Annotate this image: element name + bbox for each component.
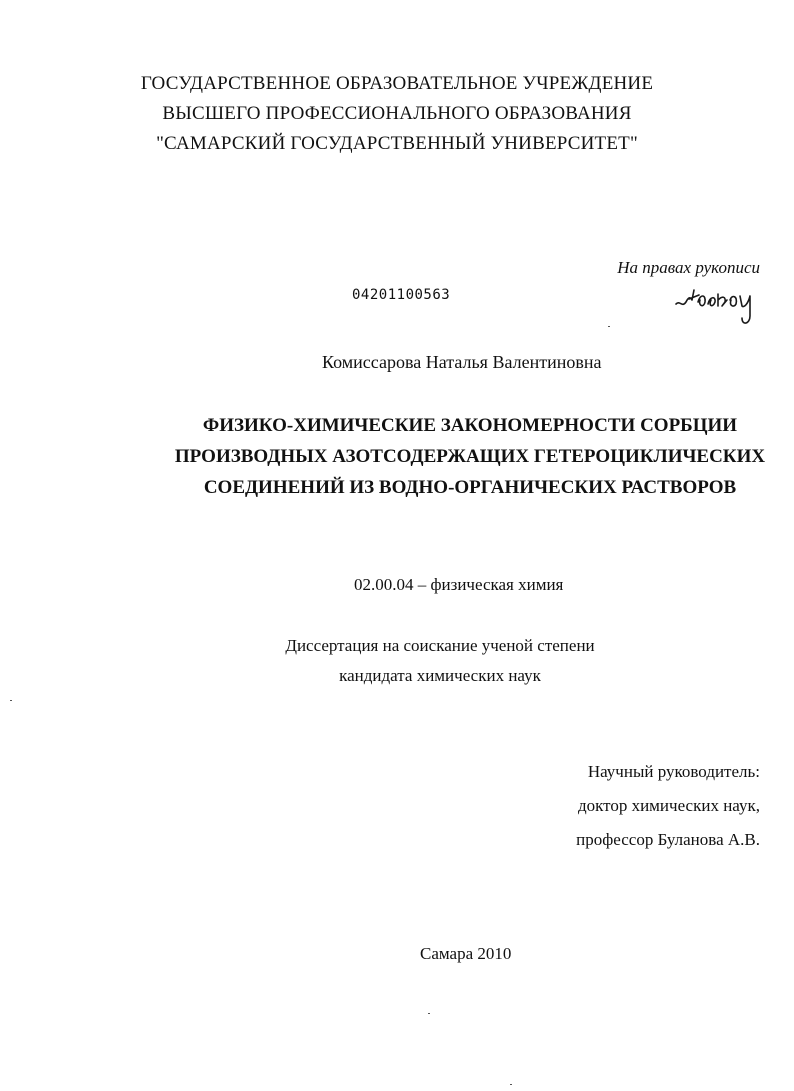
degree-statement <box>0 631 794 691</box>
supervisor-line-2: доктор химических наук, <box>577 796 760 815</box>
scientific-supervisor <box>576 755 760 857</box>
author-signature <box>672 282 762 334</box>
manuscript-rights-note: На правах рукописи <box>617 258 760 277</box>
title-line-1: ФИЗИКО-ХИМИЧЕСКИЕ ЗАКОНОМЕРНОСТИ СОРБЦИИ <box>202 415 738 436</box>
specialty-code: 02.00.04 – физическая химия <box>354 575 564 594</box>
institution-line-1: ГОСУДАРСТВЕННОЕ ОБРАЗОВАТЕЛЬНОЕ УЧРЕЖДЕНИЕ <box>140 73 654 94</box>
dissertation-title <box>120 410 794 503</box>
archive-code: 04201100563 <box>352 287 451 303</box>
supervisor-line-3: профессор Буланова А.В. <box>576 830 760 849</box>
title-line-3: СОЕДИНЕНИЙ ИЗ ВОДНО-ОРГАНИЧЕСКИХ РАСТВОРОВ <box>203 477 737 498</box>
scan-speck <box>510 1084 512 1085</box>
scan-speck <box>608 326 610 327</box>
degree-line-2: кандидата химических наук <box>339 666 541 685</box>
scan-speck <box>428 1013 430 1014</box>
supervisor-line-1: Научный руководитель: <box>587 762 760 781</box>
institution-line-2: ВЫСШЕГО ПРОФЕССИОНАЛЬНОГО ОБРАЗОВАНИЯ <box>162 103 632 124</box>
degree-line-1: Диссертация на соискание ученой степени <box>285 636 595 655</box>
author-name: Комиссарова Наталья Валентиновна <box>322 352 602 372</box>
institution-header <box>0 69 794 159</box>
scan-speck <box>10 700 12 701</box>
title-line-2: ПРОИЗВОДНЫХ АЗОТСОДЕРЖАЩИХ ГЕТЕРОЦИКЛИЧЕСКИХ <box>174 446 766 467</box>
institution-line-3: "САМАРСКИЙ ГОСУДАРСТВЕННЫЙ УНИВЕРСИТЕТ" <box>156 133 638 154</box>
city-year: Самара 2010 <box>420 944 512 963</box>
